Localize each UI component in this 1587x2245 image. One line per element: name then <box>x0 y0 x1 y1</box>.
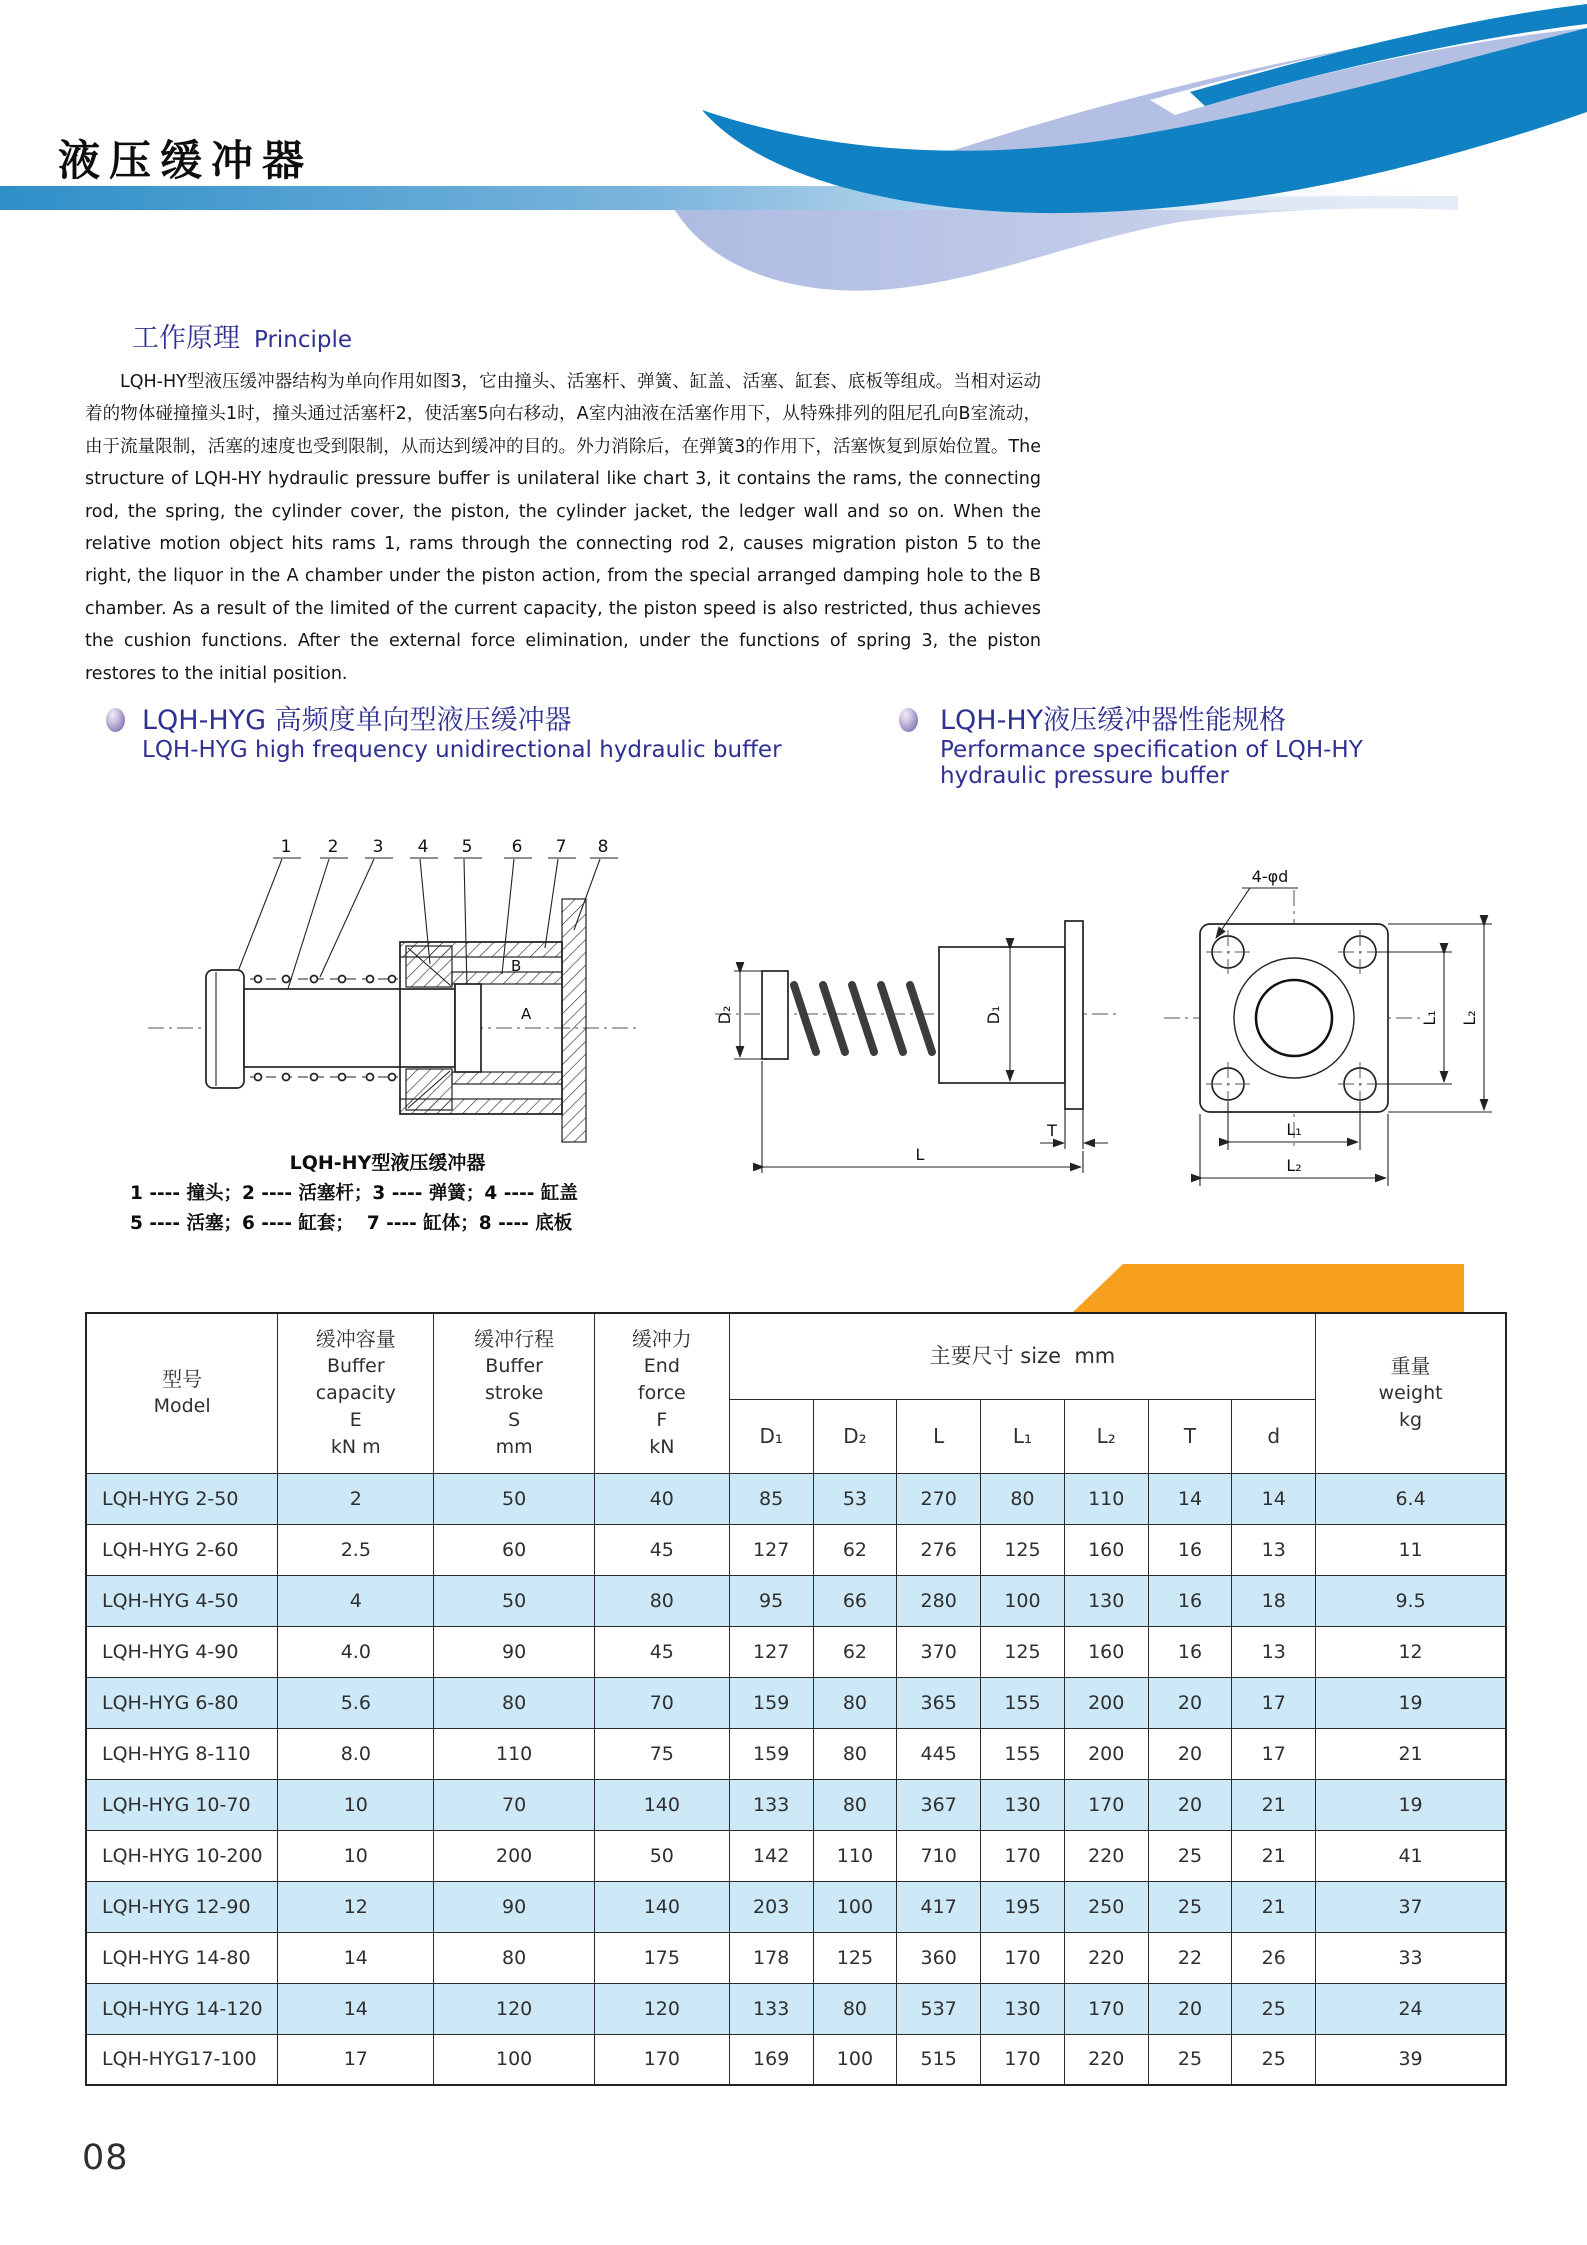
cross-section-diagram <box>130 822 645 1157</box>
weight-header-en: weight <box>1378 1381 1443 1404</box>
value-cell: 80 <box>594 1575 729 1626</box>
value-cell: 14 <box>278 1983 434 2034</box>
bullet-sphere-icon <box>106 708 125 732</box>
value-cell: 220 <box>1064 1830 1148 1881</box>
value-cell: 70 <box>594 1677 729 1728</box>
value-cell: 445 <box>897 1728 981 1779</box>
value-cell: 19 <box>1316 1677 1506 1728</box>
value-cell: 140 <box>594 1881 729 1932</box>
value-cell: 5.6 <box>278 1677 434 1728</box>
value-cell: 33 <box>1316 1932 1506 1983</box>
table-row <box>86 1728 1506 1779</box>
ram-head <box>206 970 244 1088</box>
value-cell: 170 <box>1064 1983 1148 2034</box>
value-cell: 280 <box>897 1575 981 1626</box>
value-cell: 125 <box>981 1626 1065 1677</box>
value-cell: 142 <box>729 1830 813 1881</box>
value-cell: 22 <box>1148 1932 1232 1983</box>
value-cell: 710 <box>897 1830 981 1881</box>
chamber-a-label: A <box>521 1005 532 1023</box>
stroke-header-en1: Buffer <box>485 1354 543 1377</box>
figure-caption <box>130 1148 645 1235</box>
section-left-title-zh: LQH-HYG 高频度单向型液压缓冲器 <box>142 705 572 736</box>
value-cell: 40 <box>594 1473 729 1524</box>
value-cell: 175 <box>594 1932 729 1983</box>
table-row <box>86 1983 1506 2034</box>
value-cell: 45 <box>594 1626 729 1677</box>
force-header-en2: force <box>637 1381 686 1404</box>
value-cell: 21 <box>1232 1881 1316 1932</box>
side-view-diagram <box>700 855 1130 1190</box>
section-right-title-en1: Performance specification of LQH-HY <box>940 737 1363 763</box>
dimension-d2 <box>715 971 762 1059</box>
table-row <box>86 1626 1506 1677</box>
section-right-title <box>940 698 1363 789</box>
principle-heading <box>132 316 352 355</box>
model-header-en: Model <box>153 1395 211 1418</box>
dim-label-l1-right: L₁ <box>1420 1010 1439 1026</box>
spec-table-body <box>86 1473 1506 2085</box>
value-cell: 160 <box>1064 1524 1148 1575</box>
table-row <box>86 1779 1506 1830</box>
value-cell: 130 <box>981 1983 1065 2034</box>
table-row <box>86 1524 1506 1575</box>
col-header-l: L <box>897 1399 981 1473</box>
ram-cap <box>762 971 788 1059</box>
value-cell: 39 <box>1316 2034 1506 2085</box>
value-cell: 17 <box>1232 1728 1316 1779</box>
figure-legend-line2: 5 ---- 活塞；6 ---- 缸套； 7 ---- 缸体；8 ---- 底板 <box>130 1213 573 1234</box>
value-cell: 10 <box>278 1779 434 1830</box>
value-cell: 370 <box>897 1626 981 1677</box>
table-row <box>86 1932 1506 1983</box>
value-cell: 62 <box>813 1626 897 1677</box>
value-cell: 130 <box>981 1779 1065 1830</box>
value-cell: 170 <box>981 1830 1065 1881</box>
value-cell: 90 <box>434 1626 594 1677</box>
col-header-l2: L₂ <box>1064 1399 1148 1473</box>
value-cell: 110 <box>1064 1473 1148 1524</box>
value-cell: 45 <box>594 1524 729 1575</box>
value-cell: 95 <box>729 1575 813 1626</box>
page-title: 液压缓冲器 <box>58 139 314 185</box>
section-left-title <box>142 698 782 763</box>
value-cell: 220 <box>1064 2034 1148 2085</box>
value-cell: 75 <box>594 1728 729 1779</box>
value-cell: 120 <box>594 1983 729 2034</box>
value-cell: 66 <box>813 1575 897 1626</box>
table-row <box>86 1830 1506 1881</box>
value-cell: 17 <box>1232 1677 1316 1728</box>
value-cell: 80 <box>813 1677 897 1728</box>
dim-label-t: T <box>1047 1121 1057 1140</box>
table-row <box>86 1575 1506 1626</box>
col-header-l1: L₁ <box>981 1399 1065 1473</box>
value-cell: 62 <box>813 1524 897 1575</box>
value-cell: 80 <box>813 1779 897 1830</box>
value-cell: 2 <box>278 1473 434 1524</box>
value-cell: 21 <box>1316 1728 1506 1779</box>
chamber-b-label: B <box>511 957 522 975</box>
col-header-stroke <box>434 1313 594 1473</box>
value-cell: 80 <box>813 1983 897 2034</box>
value-cell: 80 <box>434 1932 594 1983</box>
value-cell: 417 <box>897 1881 981 1932</box>
value-cell: 16 <box>1148 1524 1232 1575</box>
callout-6: 6 <box>511 837 523 857</box>
value-cell: 8.0 <box>278 1728 434 1779</box>
value-cell: 270 <box>897 1473 981 1524</box>
value-cell: 14 <box>1148 1473 1232 1524</box>
value-cell: 200 <box>1064 1728 1148 1779</box>
value-cell: 12 <box>278 1881 434 1932</box>
value-cell: 140 <box>594 1779 729 1830</box>
figure-legend-line1: 1 ---- 撞头；2 ---- 活塞杆；3 ---- 弹簧；4 ---- 缸盖 <box>130 1183 578 1204</box>
model-cell: LQH-HYG 2-50 <box>86 1473 278 1524</box>
col-header-d: d <box>1232 1399 1316 1473</box>
value-cell: 90 <box>434 1881 594 1932</box>
value-cell: 100 <box>813 1881 897 1932</box>
model-cell: LQH-HYG 12-90 <box>86 1881 278 1932</box>
model-cell: LQH-HYG 10-70 <box>86 1779 278 1830</box>
principle-heading-en: Principle <box>254 327 353 353</box>
figure-caption-title: LQH-HY型液压缓冲器 <box>289 1152 486 1174</box>
value-cell: 25 <box>1148 1830 1232 1881</box>
model-cell: LQH-HYG 4-90 <box>86 1626 278 1677</box>
section-right-title-en2: hydraulic pressure buffer <box>940 763 1229 789</box>
value-cell: 20 <box>1148 1983 1232 2034</box>
value-cell: 25 <box>1148 1881 1232 1932</box>
value-cell: 133 <box>729 1779 813 1830</box>
callout-8: 8 <box>597 837 609 857</box>
dim-label-l2-right: L₂ <box>1460 1010 1479 1026</box>
piston <box>455 984 481 1072</box>
value-cell: 159 <box>729 1728 813 1779</box>
value-cell: 80 <box>434 1677 594 1728</box>
value-cell: 365 <box>897 1677 981 1728</box>
value-cell: 6.4 <box>1316 1473 1506 1524</box>
model-header-zh: 型号 <box>162 1367 203 1392</box>
stroke-header-unit: mm <box>495 1435 533 1458</box>
value-cell: 80 <box>981 1473 1065 1524</box>
stroke-header-zh: 缓冲行程 <box>474 1326 555 1351</box>
col-header-force <box>594 1313 729 1473</box>
value-cell: 130 <box>1064 1575 1148 1626</box>
force-header-symbol: F <box>656 1408 668 1431</box>
value-cell: 50 <box>434 1473 594 1524</box>
value-cell: 276 <box>897 1524 981 1575</box>
base-plate <box>562 899 586 1142</box>
dimension-t <box>1040 1109 1108 1149</box>
dim-label-l2-bottom: L₂ <box>1286 1156 1302 1175</box>
principle-heading-zh: 工作原理 <box>132 323 240 354</box>
value-cell: 169 <box>729 2034 813 2085</box>
value-cell: 159 <box>729 1677 813 1728</box>
value-cell: 195 <box>981 1881 1065 1932</box>
weight-header-unit: kg <box>1399 1408 1423 1431</box>
value-cell: 17 <box>278 2034 434 2085</box>
model-cell: LQH-HYG 8-110 <box>86 1728 278 1779</box>
value-cell: 21 <box>1232 1830 1316 1881</box>
dim-label-l: L <box>915 1145 925 1164</box>
callout-7: 7 <box>555 837 567 857</box>
value-cell: 18 <box>1232 1575 1316 1626</box>
principle-paragraph: LQH-HY型液压缓冲器结构为单向作用如图3，它由撞头、活塞杆、弹簧、缸盖、活塞、缸套、底板等组成。当相对运动着的物体碰撞撞头1时，撞头通过活塞杆2，使活塞5向右移动，A室内油液在活塞作用下，从特殊排列的阻尼孔向B室流动，由于流量限制，活塞的速度也受到限制，从而达到缓冲的目的。外力消除后，在弹簧3的作用下，活塞恢复到原始位置。The structure of LQH-HY hydraulic pressure buffer is unilateral like chart 3, it contains the rams, the connecting rod, the spring, the cylinder cover, the piston, the cylinder jacket, the ledger wall and so on. When the relative motion object hits rams 1, rams through the connecting rod 2, causes migration piston 5 to the right, the liquor in the A chamber under the piston action, from the special arranged damping hole to the B chamber. As a result of the limited of the current capacity, the piston speed is also restricted, thus achieves the cushion functions. After the external force elimination, under the functions of spring 3, the piston restores to the initial position. <box>85 372 1041 684</box>
value-cell: 21 <box>1232 1779 1316 1830</box>
force-header-zh: 缓冲力 <box>631 1326 692 1351</box>
model-cell: LQH-HYG 10-200 <box>86 1830 278 1881</box>
col-header-d2: D₂ <box>813 1399 897 1473</box>
value-cell: 125 <box>813 1932 897 1983</box>
capacity-header-en2: capacity <box>315 1381 396 1404</box>
value-cell: 220 <box>1064 1932 1148 1983</box>
table-row <box>86 2034 1506 2085</box>
dim-label-d2: D₂ <box>715 1005 734 1025</box>
cylinder-sleeve-bottom <box>452 1072 562 1084</box>
value-cell: 50 <box>594 1830 729 1881</box>
value-cell: 537 <box>897 1983 981 2034</box>
spring-coil <box>794 985 932 1052</box>
value-cell: 70 <box>434 1779 594 1830</box>
weight-header-zh: 重量 <box>1390 1353 1431 1378</box>
value-cell: 250 <box>1064 1881 1148 1932</box>
page-number: 08 <box>82 2138 129 2178</box>
value-cell: 203 <box>729 1881 813 1932</box>
value-cell: 13 <box>1232 1626 1316 1677</box>
value-cell: 11 <box>1316 1524 1506 1575</box>
value-cell: 12 <box>1316 1626 1506 1677</box>
capacity-header-symbol: E <box>349 1408 362 1431</box>
spring-dots-top <box>250 976 398 983</box>
value-cell: 160 <box>1064 1626 1148 1677</box>
value-cell: 20 <box>1148 1728 1232 1779</box>
value-cell: 170 <box>1064 1779 1148 1830</box>
value-cell: 53 <box>813 1473 897 1524</box>
model-cell: LQH-HYG17-100 <box>86 2034 278 2085</box>
value-cell: 367 <box>897 1779 981 1830</box>
value-cell: 100 <box>813 2034 897 2085</box>
holes-label: 4-φd <box>1251 867 1289 886</box>
col-header-size-group: 主要尺寸 size mm <box>729 1313 1315 1399</box>
value-cell: 133 <box>729 1983 813 2034</box>
section-right-title-zh: LQH-HY液压缓冲器性能规格 <box>940 705 1287 736</box>
capacity-header-zh: 缓冲容量 <box>315 1326 396 1351</box>
capacity-header-en1: Buffer <box>326 1354 385 1377</box>
stroke-header-symbol: S <box>508 1408 521 1431</box>
value-cell: 155 <box>981 1728 1065 1779</box>
value-cell: 16 <box>1148 1626 1232 1677</box>
force-header-unit: kN <box>649 1435 675 1458</box>
value-cell: 25 <box>1232 2034 1316 2085</box>
value-cell: 26 <box>1232 1932 1316 1983</box>
table-row <box>86 1881 1506 1932</box>
value-cell: 25 <box>1232 1983 1316 2034</box>
value-cell: 60 <box>434 1524 594 1575</box>
value-cell: 125 <box>981 1524 1065 1575</box>
value-cell: 200 <box>434 1830 594 1881</box>
value-cell: 515 <box>897 2034 981 2085</box>
value-cell: 100 <box>981 1575 1065 1626</box>
callout-2: 2 <box>327 837 339 857</box>
col-header-capacity <box>278 1313 434 1473</box>
col-header-t: T <box>1148 1399 1232 1473</box>
value-cell: 127 <box>729 1524 813 1575</box>
model-cell: LQH-HYG 4-50 <box>86 1575 278 1626</box>
value-cell: 20 <box>1148 1779 1232 1830</box>
flange-diagram <box>1150 840 1570 1195</box>
value-cell: 80 <box>813 1728 897 1779</box>
value-cell: 110 <box>813 1830 897 1881</box>
model-cell: LQH-HYG 6-80 <box>86 1677 278 1728</box>
value-cell: 360 <box>897 1932 981 1983</box>
col-header-model <box>86 1313 278 1473</box>
mounting-plate <box>1065 921 1083 1109</box>
table-row <box>86 1677 1506 1728</box>
value-cell: 2.5 <box>278 1524 434 1575</box>
value-cell: 155 <box>981 1677 1065 1728</box>
callout-4: 4 <box>417 837 429 857</box>
value-cell: 110 <box>434 1728 594 1779</box>
value-cell: 170 <box>594 2034 729 2085</box>
bullet-sphere-icon <box>899 708 918 732</box>
callout-1: 1 <box>280 837 292 857</box>
model-cell: LQH-HYG 14-120 <box>86 1983 278 2034</box>
value-cell: 4.0 <box>278 1626 434 1677</box>
piston-rod <box>244 989 455 1067</box>
value-cell: 16 <box>1148 1575 1232 1626</box>
col-header-weight <box>1316 1313 1506 1473</box>
value-cell: 10 <box>278 1830 434 1881</box>
value-cell: 13 <box>1232 1524 1316 1575</box>
value-cell: 25 <box>1148 2034 1232 2085</box>
value-cell: 85 <box>729 1473 813 1524</box>
value-cell: 20 <box>1148 1677 1232 1728</box>
callout-3: 3 <box>372 837 384 857</box>
cylinder-sleeve-top <box>452 972 562 984</box>
value-cell: 24 <box>1316 1983 1506 2034</box>
value-cell: 170 <box>981 2034 1065 2085</box>
value-cell: 9.5 <box>1316 1575 1506 1626</box>
value-cell: 127 <box>729 1626 813 1677</box>
col-header-d1: D₁ <box>729 1399 813 1473</box>
table-row <box>86 1473 1506 1524</box>
capacity-header-unit: kN m <box>330 1435 381 1458</box>
stroke-header-en2: stroke <box>484 1381 544 1404</box>
model-cell: LQH-HYG 2-60 <box>86 1524 278 1575</box>
orange-decoration <box>1072 1264 1464 1313</box>
value-cell: 37 <box>1316 1881 1506 1932</box>
value-cell: 50 <box>434 1575 594 1626</box>
value-cell: 170 <box>981 1932 1065 1983</box>
value-cell: 100 <box>434 2034 594 2085</box>
value-cell: 14 <box>278 1932 434 1983</box>
value-cell: 14 <box>1232 1473 1316 1524</box>
dim-label-l1-bottom: L₁ <box>1286 1120 1302 1139</box>
model-cell: LQH-HYG 14-80 <box>86 1932 278 1983</box>
value-cell: 4 <box>278 1575 434 1626</box>
value-cell: 200 <box>1064 1677 1148 1728</box>
value-cell: 19 <box>1316 1779 1506 1830</box>
value-cell: 41 <box>1316 1830 1506 1881</box>
value-cell: 120 <box>434 1983 594 2034</box>
callout-5: 5 <box>461 837 473 857</box>
spring-dots-bottom <box>250 1074 398 1081</box>
force-header-en1: End <box>643 1354 680 1377</box>
spec-table <box>85 1312 1507 2086</box>
value-cell: 178 <box>729 1932 813 1983</box>
dim-label-d1: D₁ <box>984 1005 1003 1025</box>
section-left-title-en: LQH-HYG high frequency unidirectional hydraulic buffer <box>142 737 782 763</box>
